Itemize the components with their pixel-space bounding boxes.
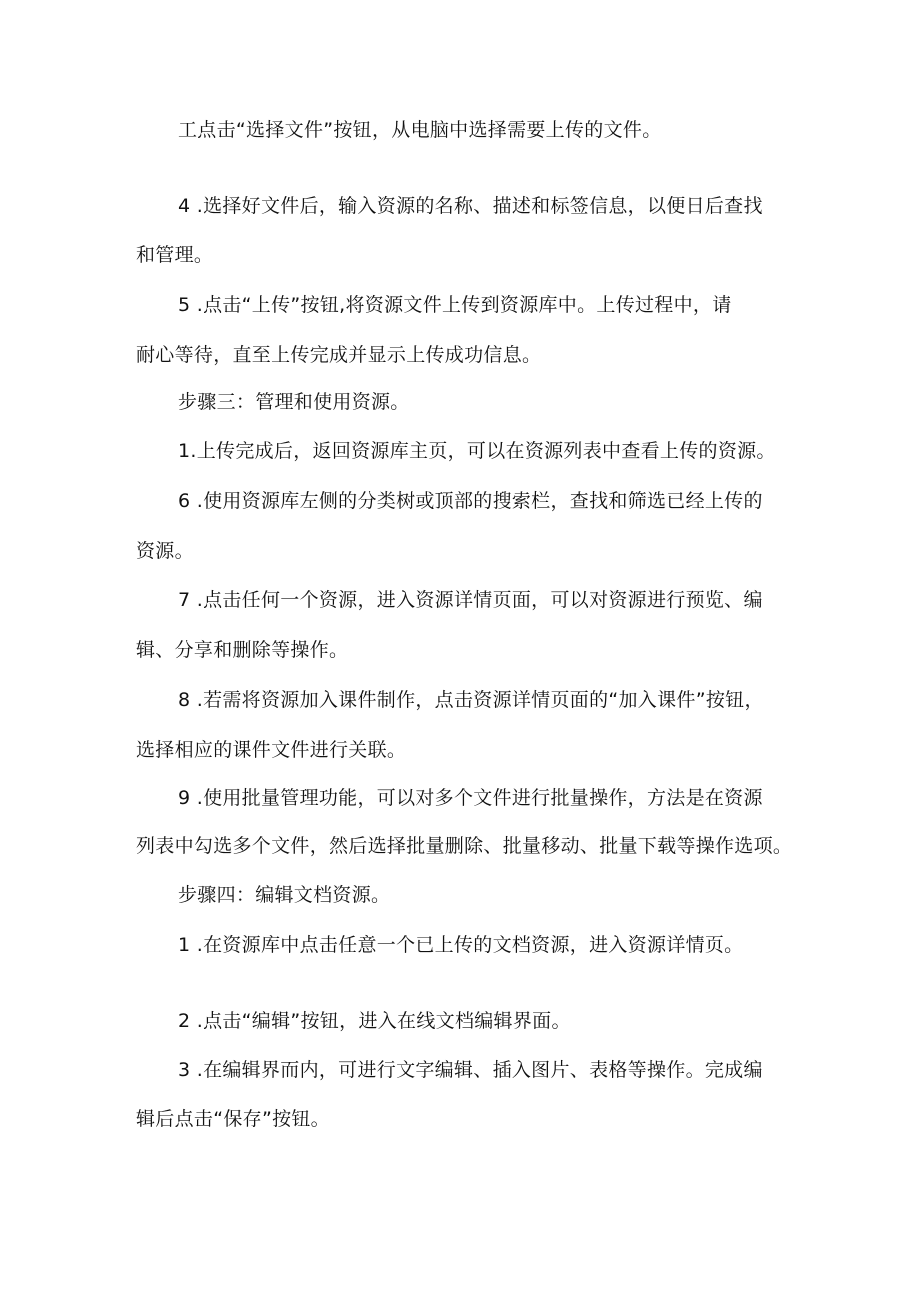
paragraph-line: 1 .在资源库中点击任意一个已上传的文档资源，进入资源详情页。 bbox=[178, 934, 744, 956]
paragraph-line: 资源。 bbox=[136, 540, 194, 562]
paragraph-line: 耐心等待，直至上传完成并显示上传成功信息。 bbox=[136, 344, 542, 366]
paragraph-line: 7 .点击任何一个资源，进入资源详情页面，可以对资源进行预览、编 bbox=[178, 589, 763, 611]
paragraph-line: 工点击“选择文件”按钮，从电脑中选择需要上传的文件。 bbox=[178, 119, 662, 141]
paragraph-line: 3 .在编辑界而内，可进行文字编辑、插入图片、表格等操作。完成编 bbox=[178, 1059, 763, 1081]
paragraph-line: 和管理。 bbox=[136, 244, 214, 266]
paragraph-line: 2 .点击“编辑”按钮，进入在线文档编辑界面。 bbox=[178, 1010, 571, 1032]
paragraph-line: 9 .使用批量管理功能，可以对多个文件进行批量操作，方法是在资源 bbox=[178, 787, 763, 809]
paragraph-line: 辑、分享和删除等操作。 bbox=[136, 639, 349, 661]
section-heading: 步骤四：编辑文档资源。 bbox=[178, 884, 391, 906]
paragraph-line: 辑后点击“保存”按钮。 bbox=[136, 1108, 330, 1130]
paragraph-line: 8 .若需将资源加入课件制作，点击资源详情页面的“加入课件”按钮， bbox=[178, 689, 764, 711]
paragraph-line: 4 .选择好文件后，输入资源的名称、描述和标签信息，以便日后查找 bbox=[178, 195, 763, 217]
paragraph-line: 列表中勾选多个文件，然后选择批量删除、批量移动、批量下载等操作选项。 bbox=[136, 835, 793, 857]
section-heading: 步骤三：管理和使用资源。 bbox=[178, 391, 410, 413]
paragraph-line: 1.上传完成后，返回资源库主页，可以在资源列表中查看上传的资源。 bbox=[178, 440, 776, 462]
paragraph-line: 选择相应的课件文件进行关联。 bbox=[136, 739, 407, 761]
paragraph-line: 5 .点击“上传”按钮,将资源文件上传到资源库中。上传过程中，请 bbox=[178, 294, 732, 316]
paragraph-line: 6 .使用资源库左侧的分类树或顶部的搜索栏，查找和筛选已经上传的 bbox=[178, 490, 763, 512]
